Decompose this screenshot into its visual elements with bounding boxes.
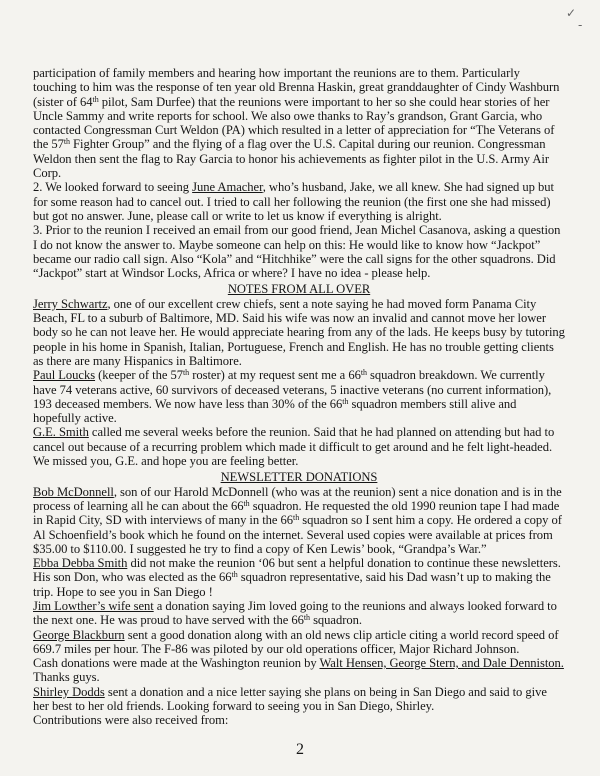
donation-bob-mcdonnell: Bob McDonnell, son of our Harold McDonnell (who was at the reunion) sent a nice donation and is in the process of learning all he can about the 66th squadron. He requested the old 1990 reunion tape I had made in Rapid City, SD with interviews of many in the 66th squadron so I sent him a copy. He ordered a copy of Al Schoenfield’s book which he found on the internet. Several used copies were available at prices from $35.00 to $110.00. I suggested he try to find a copy of Ken Lewis’ book, “Grandpa’s War.” <box>33 484 562 556</box>
name-paul-loucks: Paul Loucks <box>33 368 96 383</box>
name-june-amacher: June Amacher <box>192 180 263 195</box>
name-ge-smith: G.E. Smith <box>33 425 89 440</box>
note-paul-loucks: Paul Loucks (keeper of the 57th roster) at my request sent me a 66th squadron breakdown. We currently have 74 veterans active, 60 survivors of deceased veterans, 5 inactive veterans (no current information), 193 deceased members. We now have less than 30% of the 66th squadron members still alive and hopefully active. <box>33 368 552 426</box>
paragraph-jackpot-call-sign: 3. Prior to the reunion I received an email from our good friend, Jean Michel Casanova, asking a question I do not know the answer to. Maybe someone can help on this: He would like to know how “Jackpot” became our radio call sign. Also “Kola” and “Hitchhike” were the call signs for the other squadrons. Did “Jackpot” start at Windsor Locks, Africa or where? I have no idea - please help. <box>33 223 561 281</box>
donation-shirley-dodds: Shirley Dodds sent a donation and a nice letter saying she plans on being in San Diego and said to give her best to her old friends. Looking forward to seeing you in San Diego, Shirley. <box>33 684 547 714</box>
paragraph-june-amacher: 2. We looked forward to seeing June Amacher, who’s husband, Jake, we all knew. She had signed up but for some reason had to cancel out. I tried to call her following the reunion (the first one she had missed) but got no answer. June, please call or write to let us know if everything is alright. <box>33 180 554 223</box>
name-jim-lowther: Jim Lowther’s wife sent <box>33 598 154 613</box>
note-jerry-schwartz: Jerry Schwartz, one of our excellent crew chiefs, sent a note saying he had moved form Panama City Beach, FL to a suburb of Baltimore, MD. Said his wife was now an invalid and cannot move her lower body so he can not leave her. He would appreciate hearing from any of the lads. He keeps busy by tutoring people in his home in Spanish, Italian, Portuguese, French and English. He has no trouble getting clients as there are many Hispanics in Baltimore. <box>33 296 565 368</box>
name-bob-mcdonnell: Bob McDonnell <box>33 484 114 499</box>
donation-george-blackburn: George Blackburn sent a good donation along with an old news clip article citing a world record speed of 669.7 miles per hour. The F-86 was piloted by our old operations officer, Major Richard Johnson. <box>33 627 559 656</box>
names-cash-donors: Walt Hensen, George Stern, and Dale Denniston. <box>319 656 564 671</box>
donation-jim-lowther: Jim Lowther’s wife sent a donation saying Jim loved going to the reunions and always looked forward to the next one. He was proud to have served with the 66th squadron. <box>33 598 557 628</box>
newsletter-page-body <box>33 66 565 728</box>
heading-notes-from-all-over: NOTES FROM ALL OVER <box>227 282 371 297</box>
name-shirley-dodds: Shirley Dodds <box>33 684 105 699</box>
paragraph-reunion-families: participation of family members and hearing how important the reunions are to them. Particularly touching to him was the response of ten year old Brenna Haskin, great granddaughter of Cindy Washburn (sister of 64th pilot, Sam Durfee) that the reunions were important to her so she could hear stories of her Uncle Sammy and write reports for school. We also owe thanks to Ray’s grandson, Grant Garcia, who contacted Congressman Curt Weldon (PA) which resulted in a letter of appreciation for “The Veterans of the 57th Fighter Group” and the flying of a flag over the U.S. Capital during our reunion. Congressman Weldon then sent the flag to Ray Garcia to honor his achievements as fighter pilot in the U.S. Army Air Corp. <box>33 66 560 181</box>
note-ge-smith: G.E. Smith called me several weeks before the reunion. Said that he had planned on attending but had to cancel out because of a recurring problem which made it difficult to get around and he felt light-headed. We missed you, G.E. and hope you are feeling better. <box>33 425 555 469</box>
donation-ebba-debba-smith: Ebba Debba Smith did not make the reunion ‘06 but sent a helpful donation to continue these newsletters. His son Don, who was elected as the 66th squadron representative, said his Dad wasn’t up to making the trip. Hope to see you in San Diego ! <box>33 556 561 599</box>
name-george-blackburn: George Blackburn <box>33 627 125 642</box>
corner-scan-mark: ✓ <box>566 6 577 20</box>
donation-thanks: Thanks guys. <box>33 670 100 685</box>
name-ebba-debba-smith: Ebba Debba Smith <box>33 556 128 571</box>
name-jerry-schwartz: Jerry Schwartz <box>33 296 108 311</box>
contributions-line: Contributions were also received from: <box>33 713 229 728</box>
donation-cash-washington: Cash donations were made at the Washington reunion by Walt Hensen, George Stern, and Dale Denniston. <box>33 656 564 671</box>
heading-newsletter-donations: NEWSLETTER DONATIONS <box>220 470 378 485</box>
corner-scan-mark-2: - <box>578 18 583 32</box>
page-number: 2 <box>296 741 304 758</box>
